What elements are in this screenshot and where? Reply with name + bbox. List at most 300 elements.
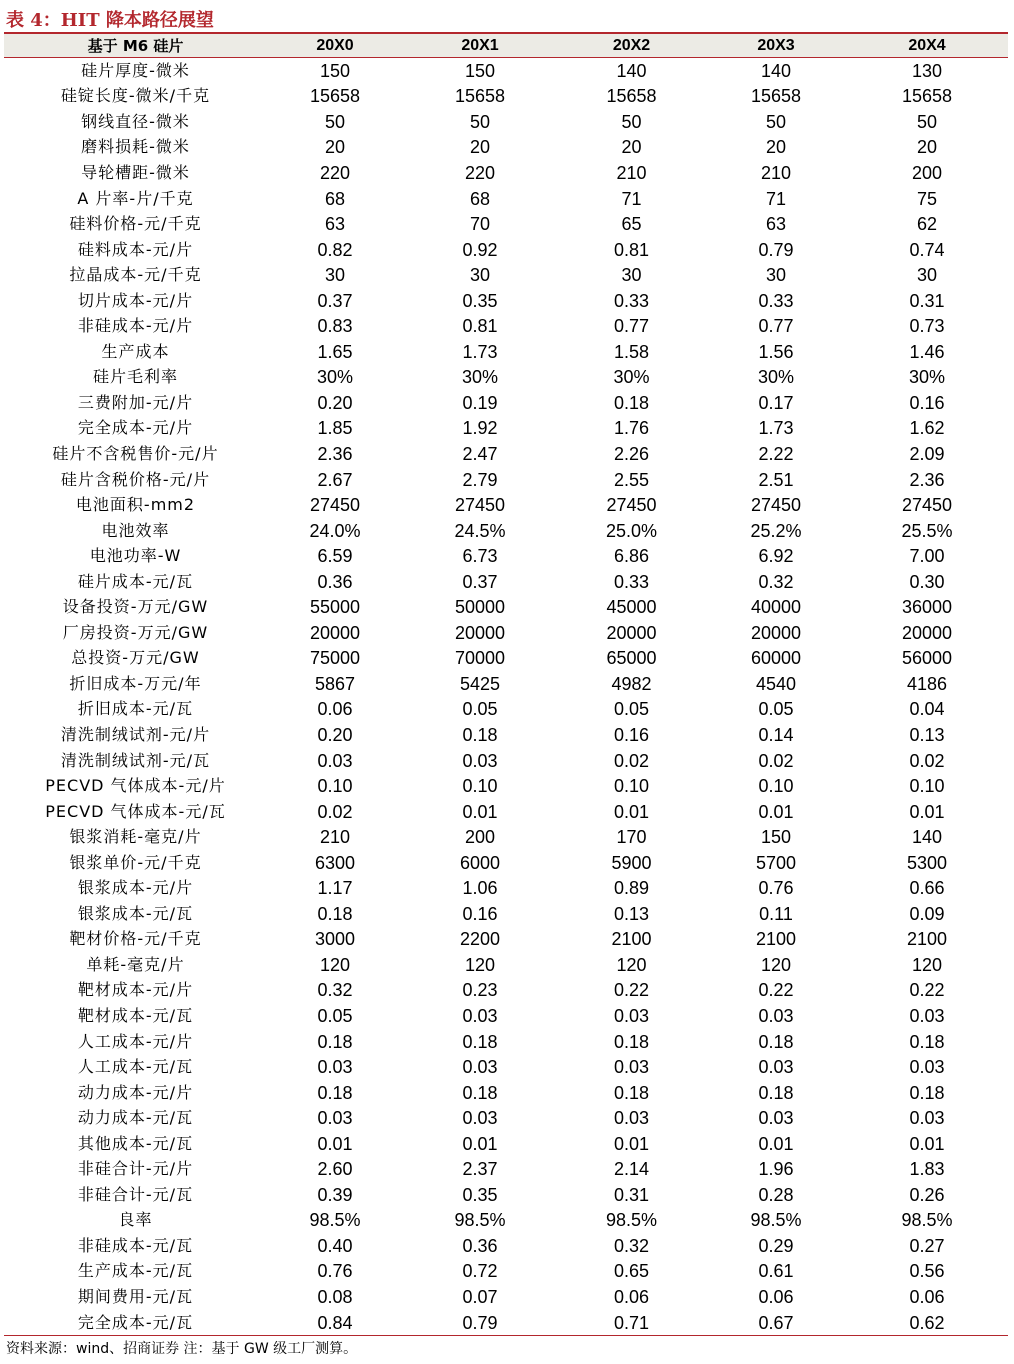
row-label: 切片成本-元/片 (77, 290, 194, 310)
row-label: 钢线直径-微米 (81, 111, 190, 131)
cell-value: 0.05 (462, 699, 498, 720)
table-row (4, 620, 1008, 646)
cell-value: 30 (324, 265, 346, 286)
cell-value: 27450 (309, 495, 361, 516)
cell-value: 0.03 (758, 1057, 794, 1078)
cell-value: 1.65 (317, 341, 353, 362)
column-header: 20X1 (403, 34, 557, 58)
cell-value: 0.18 (317, 1082, 353, 1103)
cell-value: 6300 (314, 852, 356, 873)
cell-value: 0.16 (909, 392, 945, 413)
cell-value: 0.14 (758, 724, 794, 745)
row-label: 银浆消耗-毫克/片 (69, 827, 202, 847)
cell-value: 0.18 (909, 1082, 945, 1103)
cell-value: 20000 (901, 622, 953, 643)
cell-value: 0.10 (758, 776, 794, 797)
cell-value: 0.02 (758, 750, 794, 771)
table-row (4, 339, 1008, 365)
table-row (4, 1182, 1008, 1208)
row-label: 人工成本-元/片 (77, 1031, 194, 1051)
cell-value: 220 (319, 162, 351, 183)
cell-value: 50 (916, 111, 938, 132)
cell-value: 6.73 (462, 546, 498, 567)
cell-value: 2200 (459, 929, 501, 950)
cell-value: 0.18 (462, 1082, 498, 1103)
row-label: 硅片毛利率 (92, 367, 178, 387)
table-row (4, 135, 1008, 161)
table-row (4, 1259, 1008, 1285)
cell-value: 150 (464, 60, 496, 81)
cell-value: 4540 (755, 673, 797, 694)
cell-value: 0.74 (909, 239, 945, 260)
cell-value: 0.32 (758, 571, 794, 592)
cell-value: 2.36 (909, 469, 945, 490)
cell-value: 24.5% (454, 520, 506, 541)
cell-value: 62 (916, 214, 938, 235)
row-label: 硅料价格-元/千克 (69, 214, 202, 234)
table-row (4, 543, 1008, 569)
table-row (4, 978, 1008, 1004)
table-row (4, 1131, 1008, 1157)
cell-value: 0.77 (758, 316, 794, 337)
row-label: 硅片成本-元/瓦 (77, 571, 194, 591)
cell-value: 0.03 (909, 1006, 945, 1026)
table-row (4, 952, 1008, 978)
cell-value: 5300 (906, 852, 948, 873)
table-row (4, 365, 1008, 391)
cell-value: 2.79 (462, 469, 498, 490)
cell-value: 15658 (454, 86, 506, 107)
table-row (4, 1029, 1008, 1055)
cell-value: 6.92 (758, 546, 794, 567)
table-row (4, 901, 1008, 927)
table-row (4, 518, 1008, 544)
row-label: 靶材成本-元/片 (77, 980, 194, 1000)
cell-value: 0.06 (758, 1287, 794, 1308)
cell-value: 1.73 (462, 341, 498, 362)
cell-value: 0.92 (462, 239, 498, 260)
cell-value: 5700 (755, 852, 797, 873)
cell-value: 0.32 (317, 980, 353, 1001)
cell-value: 5425 (459, 673, 501, 694)
cell-value: 1.56 (758, 341, 794, 362)
cost-table (4, 33, 1008, 1336)
cell-value: 0.33 (613, 290, 650, 311)
cell-value: 0.11 (759, 903, 793, 924)
cell-value: 0.73 (909, 316, 945, 337)
cell-value: 20 (621, 137, 642, 158)
cell-value: 27450 (750, 495, 802, 516)
cell-value: 6000 (459, 852, 501, 873)
row-label: 清洗制绒试剂-元/片 (60, 724, 211, 744)
cell-value: 120 (911, 954, 943, 975)
cell-value: 0.17 (758, 392, 794, 413)
row-label: 银浆成本-元/瓦 (77, 903, 194, 923)
table-row (4, 1054, 1008, 1080)
row-label: 非硅成本-元/片 (77, 316, 194, 336)
table-row (4, 569, 1008, 595)
row-label: 导轮槽距-微米 (81, 162, 190, 182)
cell-value: 0.81 (613, 239, 650, 260)
cell-value: 0.18 (758, 1082, 794, 1103)
row-label: 拉晶成本-元/千克 (69, 265, 202, 285)
cell-value: 0.72 (462, 1261, 498, 1282)
cell-value: 0.03 (462, 1057, 498, 1078)
cell-value: 20000 (454, 622, 506, 643)
cell-value: 0.76 (317, 1261, 353, 1282)
cell-value: 40000 (750, 597, 802, 618)
cell-value: 2.51 (758, 469, 794, 490)
cell-value: 0.03 (317, 1108, 353, 1129)
cell-value: 0.18 (462, 724, 498, 745)
cell-value: 0.03 (613, 1057, 650, 1078)
table-row (4, 58, 1008, 84)
table-row (4, 876, 1008, 902)
row-label: 三费附加-元/片 (77, 392, 194, 412)
cell-value: 0.22 (613, 980, 650, 1001)
column-header: 20X0 (267, 34, 403, 58)
cell-value: 1.92 (462, 418, 498, 439)
cell-value: 4982 (611, 673, 652, 694)
cell-value: 1.17 (317, 878, 353, 899)
cell-value: 2.47 (462, 443, 498, 464)
cell-value: 20 (324, 137, 346, 158)
cell-value: 0.03 (462, 750, 498, 771)
cell-value: 0.03 (462, 1006, 498, 1026)
cell-value: 0.82 (317, 239, 353, 260)
row-label: A 片率-片/千克 (77, 188, 194, 208)
cell-value: 120 (464, 954, 496, 975)
table-row (4, 1105, 1008, 1131)
cell-value: 0.01 (462, 1133, 498, 1154)
cell-value: 0.03 (909, 1057, 945, 1078)
cell-value: 30 (621, 265, 642, 286)
cell-value: 0.02 (613, 750, 650, 771)
table-row (4, 416, 1008, 442)
cell-value: 25.0% (605, 520, 658, 541)
cell-value: 30 (469, 265, 491, 286)
cell-value: 0.29 (758, 1235, 794, 1256)
cell-value: 0.16 (613, 724, 650, 745)
cell-value: 98.5% (454, 1210, 506, 1231)
cell-value: 1.96 (758, 1159, 794, 1180)
cell-value: 5867 (314, 673, 356, 694)
row-label: 完全成本-元/片 (77, 418, 194, 438)
cell-value: 0.10 (909, 776, 945, 797)
row-label: 其他成本-元/瓦 (77, 1133, 194, 1153)
cell-value: 0.04 (909, 699, 945, 720)
cell-value: 20000 (309, 622, 361, 643)
cell-value: 50 (469, 111, 491, 132)
cell-value: 0.79 (758, 239, 794, 260)
cell-value: 0.18 (462, 1031, 498, 1052)
table-row (4, 646, 1008, 672)
table-row (4, 109, 1008, 135)
cell-value: 0.89 (613, 878, 650, 899)
cell-value: 27450 (901, 495, 953, 516)
table-row (4, 671, 1008, 697)
cell-value: 0.18 (909, 1031, 945, 1052)
cell-value: 0.03 (909, 1108, 945, 1129)
column-header: 20X2 (557, 34, 706, 58)
cell-value: 71 (765, 188, 787, 209)
cell-value: 0.06 (317, 699, 353, 720)
cell-value: 30% (908, 367, 946, 388)
cell-value: 98.5% (901, 1210, 953, 1231)
cell-value: 0.03 (758, 1006, 794, 1026)
cell-value: 2.14 (613, 1159, 650, 1180)
cell-value: 0.37 (462, 571, 498, 592)
row-label: 设备投资-万元/GW (62, 597, 209, 617)
cell-value: 2.09 (909, 443, 945, 464)
cell-value: 0.66 (909, 878, 945, 899)
table-header-row (4, 34, 1008, 58)
row-label: 完全成本-元/瓦 (4, 1310, 267, 1336)
cell-value: 0.65 (613, 1261, 650, 1282)
cell-value: 0.81 (462, 316, 498, 337)
row-label: 良率 (118, 1210, 153, 1230)
cell-value: 98.5% (309, 1210, 361, 1231)
cell-value: 200 (911, 162, 943, 183)
cell-value: 98.5% (750, 1210, 802, 1231)
cell-value: 4186 (906, 673, 948, 694)
row-label: 生产成本 (101, 341, 170, 361)
cell-value: 6.86 (613, 546, 650, 567)
row-label: PECVD 气体成本-元/片 (45, 776, 226, 796)
table-body (4, 58, 1008, 1336)
cell-value: 15658 (750, 86, 802, 107)
cell-value: 0.10 (462, 776, 498, 797)
row-label: 硅片含税价格-元/片 (60, 469, 211, 489)
table-row (4, 697, 1008, 723)
cell-value: 2.67 (317, 469, 353, 490)
cell-value: 0.01 (909, 1133, 945, 1154)
source-note: 资料来源：wind、招商证券 注：基于 GW 级工厂测算。 (6, 1341, 358, 1357)
row-label: PECVD 气体成本-元/瓦 (45, 801, 226, 821)
row-label: 总投资-万元/GW (71, 648, 200, 668)
cell-value: 1.85 (317, 418, 353, 439)
cell-value: 0.01 (909, 801, 945, 822)
cell-value: 0.32 (613, 1235, 650, 1256)
cell-value: 0.22 (909, 980, 945, 1001)
cell-value: 30 (765, 265, 787, 286)
table-row (4, 773, 1008, 799)
cell-value: 210 (319, 827, 351, 848)
table-row (4, 1233, 1008, 1259)
row-label: 动力成本-元/瓦 (77, 1108, 194, 1128)
table-row (4, 748, 1008, 774)
cell-value: 0.01 (758, 1133, 794, 1154)
cell-value: 120 (616, 954, 647, 975)
cell-value: 0.56 (909, 1261, 945, 1282)
cell-value: 60000 (750, 648, 802, 669)
column-header: 20X3 (706, 34, 846, 58)
table-row (4, 799, 1008, 825)
cell-value: 0.05 (613, 699, 650, 720)
row-label: 靶材价格-元/千克 (69, 929, 202, 949)
cell-value: 63 (324, 214, 346, 235)
cell-value: 0.31 (613, 1184, 650, 1205)
cell-value: 30% (316, 367, 354, 388)
cell-value: 0.23 (462, 980, 498, 1001)
table-row (4, 824, 1008, 850)
table-row (4, 1208, 1008, 1234)
cell-value: 20000 (750, 622, 802, 643)
cell-value: 3000 (314, 929, 356, 950)
cell-value: 30% (461, 367, 499, 388)
cell-value: 55000 (309, 597, 361, 618)
cell-value: 0.20 (317, 724, 353, 745)
table-row (4, 288, 1008, 314)
cell-value: 0.18 (613, 1082, 650, 1103)
cell-value: 0.01 (613, 1133, 650, 1154)
cell-value: 71 (621, 188, 642, 209)
cell-value: 170 (616, 827, 647, 848)
cell-value: 0.71 (557, 1310, 706, 1336)
cell-value: 0.22 (758, 980, 794, 1001)
cell-value: 0.01 (613, 801, 650, 822)
cell-value: 0.18 (317, 1031, 353, 1052)
cell-value: 50000 (454, 597, 506, 618)
cell-value: 0.03 (462, 1108, 498, 1129)
cell-value: 15658 (901, 86, 953, 107)
cell-value: 210 (760, 162, 792, 183)
cell-value: 0.36 (317, 571, 353, 592)
cell-value: 36000 (901, 597, 953, 618)
cell-value: 2.26 (613, 443, 650, 464)
cell-value: 0.28 (758, 1184, 794, 1205)
cell-value: 0.61 (758, 1261, 794, 1282)
cell-value: 0.39 (317, 1184, 353, 1205)
cell-value: 120 (760, 954, 792, 975)
cell-value: 50 (621, 111, 642, 132)
cell-value: 220 (464, 162, 496, 183)
cell-value: 140 (616, 60, 647, 81)
cell-value: 2.37 (462, 1159, 498, 1180)
cell-value: 0.06 (909, 1287, 945, 1308)
cell-value: 0.83 (317, 316, 353, 337)
cell-value: 0.13 (909, 724, 945, 745)
cell-value: 0.37 (317, 290, 353, 311)
table-row (4, 1080, 1008, 1106)
cell-value: 20000 (606, 622, 657, 643)
cell-value: 0.09 (909, 903, 945, 924)
cell-value: 2.55 (613, 469, 650, 490)
cell-value: 0.18 (758, 1031, 794, 1052)
cell-value: 0.01 (758, 801, 794, 822)
cell-value: 1.58 (613, 341, 650, 362)
cell-value: 0.35 (462, 1184, 498, 1205)
table-row (4, 262, 1008, 288)
cell-value: 24.0% (309, 520, 361, 541)
row-label: 硅片厚度-微米 (81, 60, 190, 80)
cell-value: 0.79 (403, 1310, 557, 1336)
cell-value: 63 (765, 214, 787, 235)
cell-value: 0.26 (909, 1184, 945, 1205)
cell-value: 0.03 (758, 1108, 794, 1129)
row-label: 人工成本-元/瓦 (77, 1057, 194, 1077)
cell-value: 0.20 (317, 392, 353, 413)
table-row (4, 927, 1008, 953)
cell-value: 0.07 (462, 1287, 498, 1308)
cell-value: 5900 (611, 852, 652, 873)
cell-value: 150 (319, 60, 351, 81)
cell-value: 1.83 (909, 1159, 945, 1180)
cell-value: 0.40 (317, 1235, 353, 1256)
row-label: 电池面积-mm2 (75, 495, 196, 515)
cell-value: 68 (469, 188, 491, 209)
row-label: 硅锭长度-微米/千克 (60, 86, 211, 106)
cell-value: 2.60 (317, 1159, 353, 1180)
cell-value: 65 (621, 214, 642, 235)
cell-value: 0.06 (613, 1287, 650, 1308)
cell-value: 0.77 (613, 316, 650, 337)
column-header: 20X4 (846, 34, 1008, 58)
table-title: 表 4：HIT 降本路径展望 (6, 10, 214, 31)
row-label: 硅料成本-元/片 (77, 239, 194, 259)
row-label: 期间费用-元/瓦 (77, 1287, 194, 1307)
table-row (4, 722, 1008, 748)
cell-value: 0.67 (706, 1310, 846, 1336)
row-label: 清洗制绒试剂-元/瓦 (60, 750, 211, 770)
cell-value: 75000 (309, 648, 361, 669)
cell-value: 98.5% (605, 1210, 658, 1231)
cell-value: 70000 (454, 648, 506, 669)
cell-value: 0.05 (758, 699, 794, 720)
cell-value: 0.30 (909, 571, 945, 592)
cell-value: 75 (916, 188, 938, 209)
cell-value: 27450 (454, 495, 506, 516)
table-row (4, 84, 1008, 110)
cell-value: 0.35 (462, 290, 498, 311)
cell-value: 0.02 (317, 801, 353, 822)
row-label: 单耗-毫克/片 (86, 954, 185, 974)
row-label: 生产成本-元/瓦 (77, 1261, 194, 1281)
row-label: 折旧成本-元/瓦 (77, 699, 194, 719)
cell-value: 0.76 (758, 878, 794, 899)
cell-value: 0.18 (613, 392, 650, 413)
cell-value: 1.46 (909, 341, 945, 362)
cell-value: 0.02 (909, 750, 945, 771)
table-row (4, 1310, 1008, 1336)
cell-value: 7.00 (909, 546, 945, 567)
table-row (4, 237, 1008, 263)
row-label: 电池功率-W (89, 546, 182, 566)
cell-value: 56000 (901, 648, 953, 669)
table-row (4, 492, 1008, 518)
cell-value: 15658 (606, 86, 657, 107)
cell-value: 2.36 (317, 443, 353, 464)
table-row (4, 390, 1008, 416)
cell-value: 0.84 (267, 1310, 403, 1336)
cell-value: 0.16 (462, 903, 498, 924)
cell-value: 0.03 (613, 1006, 650, 1026)
table-row (4, 467, 1008, 493)
cell-value: 2100 (611, 929, 652, 950)
cell-value: 1.73 (758, 418, 794, 439)
cell-value: 20 (469, 137, 491, 158)
table-row (4, 313, 1008, 339)
table-row (4, 186, 1008, 212)
cell-value: 0.33 (758, 290, 794, 311)
cell-value: 0.19 (462, 392, 498, 413)
cell-value: 0.03 (317, 750, 353, 771)
cell-value: 0.31 (909, 290, 945, 311)
cell-value: 0.10 (613, 776, 650, 797)
cell-value: 25.5% (901, 520, 953, 541)
cell-value: 120 (319, 954, 351, 975)
cell-value: 2.22 (758, 443, 794, 464)
